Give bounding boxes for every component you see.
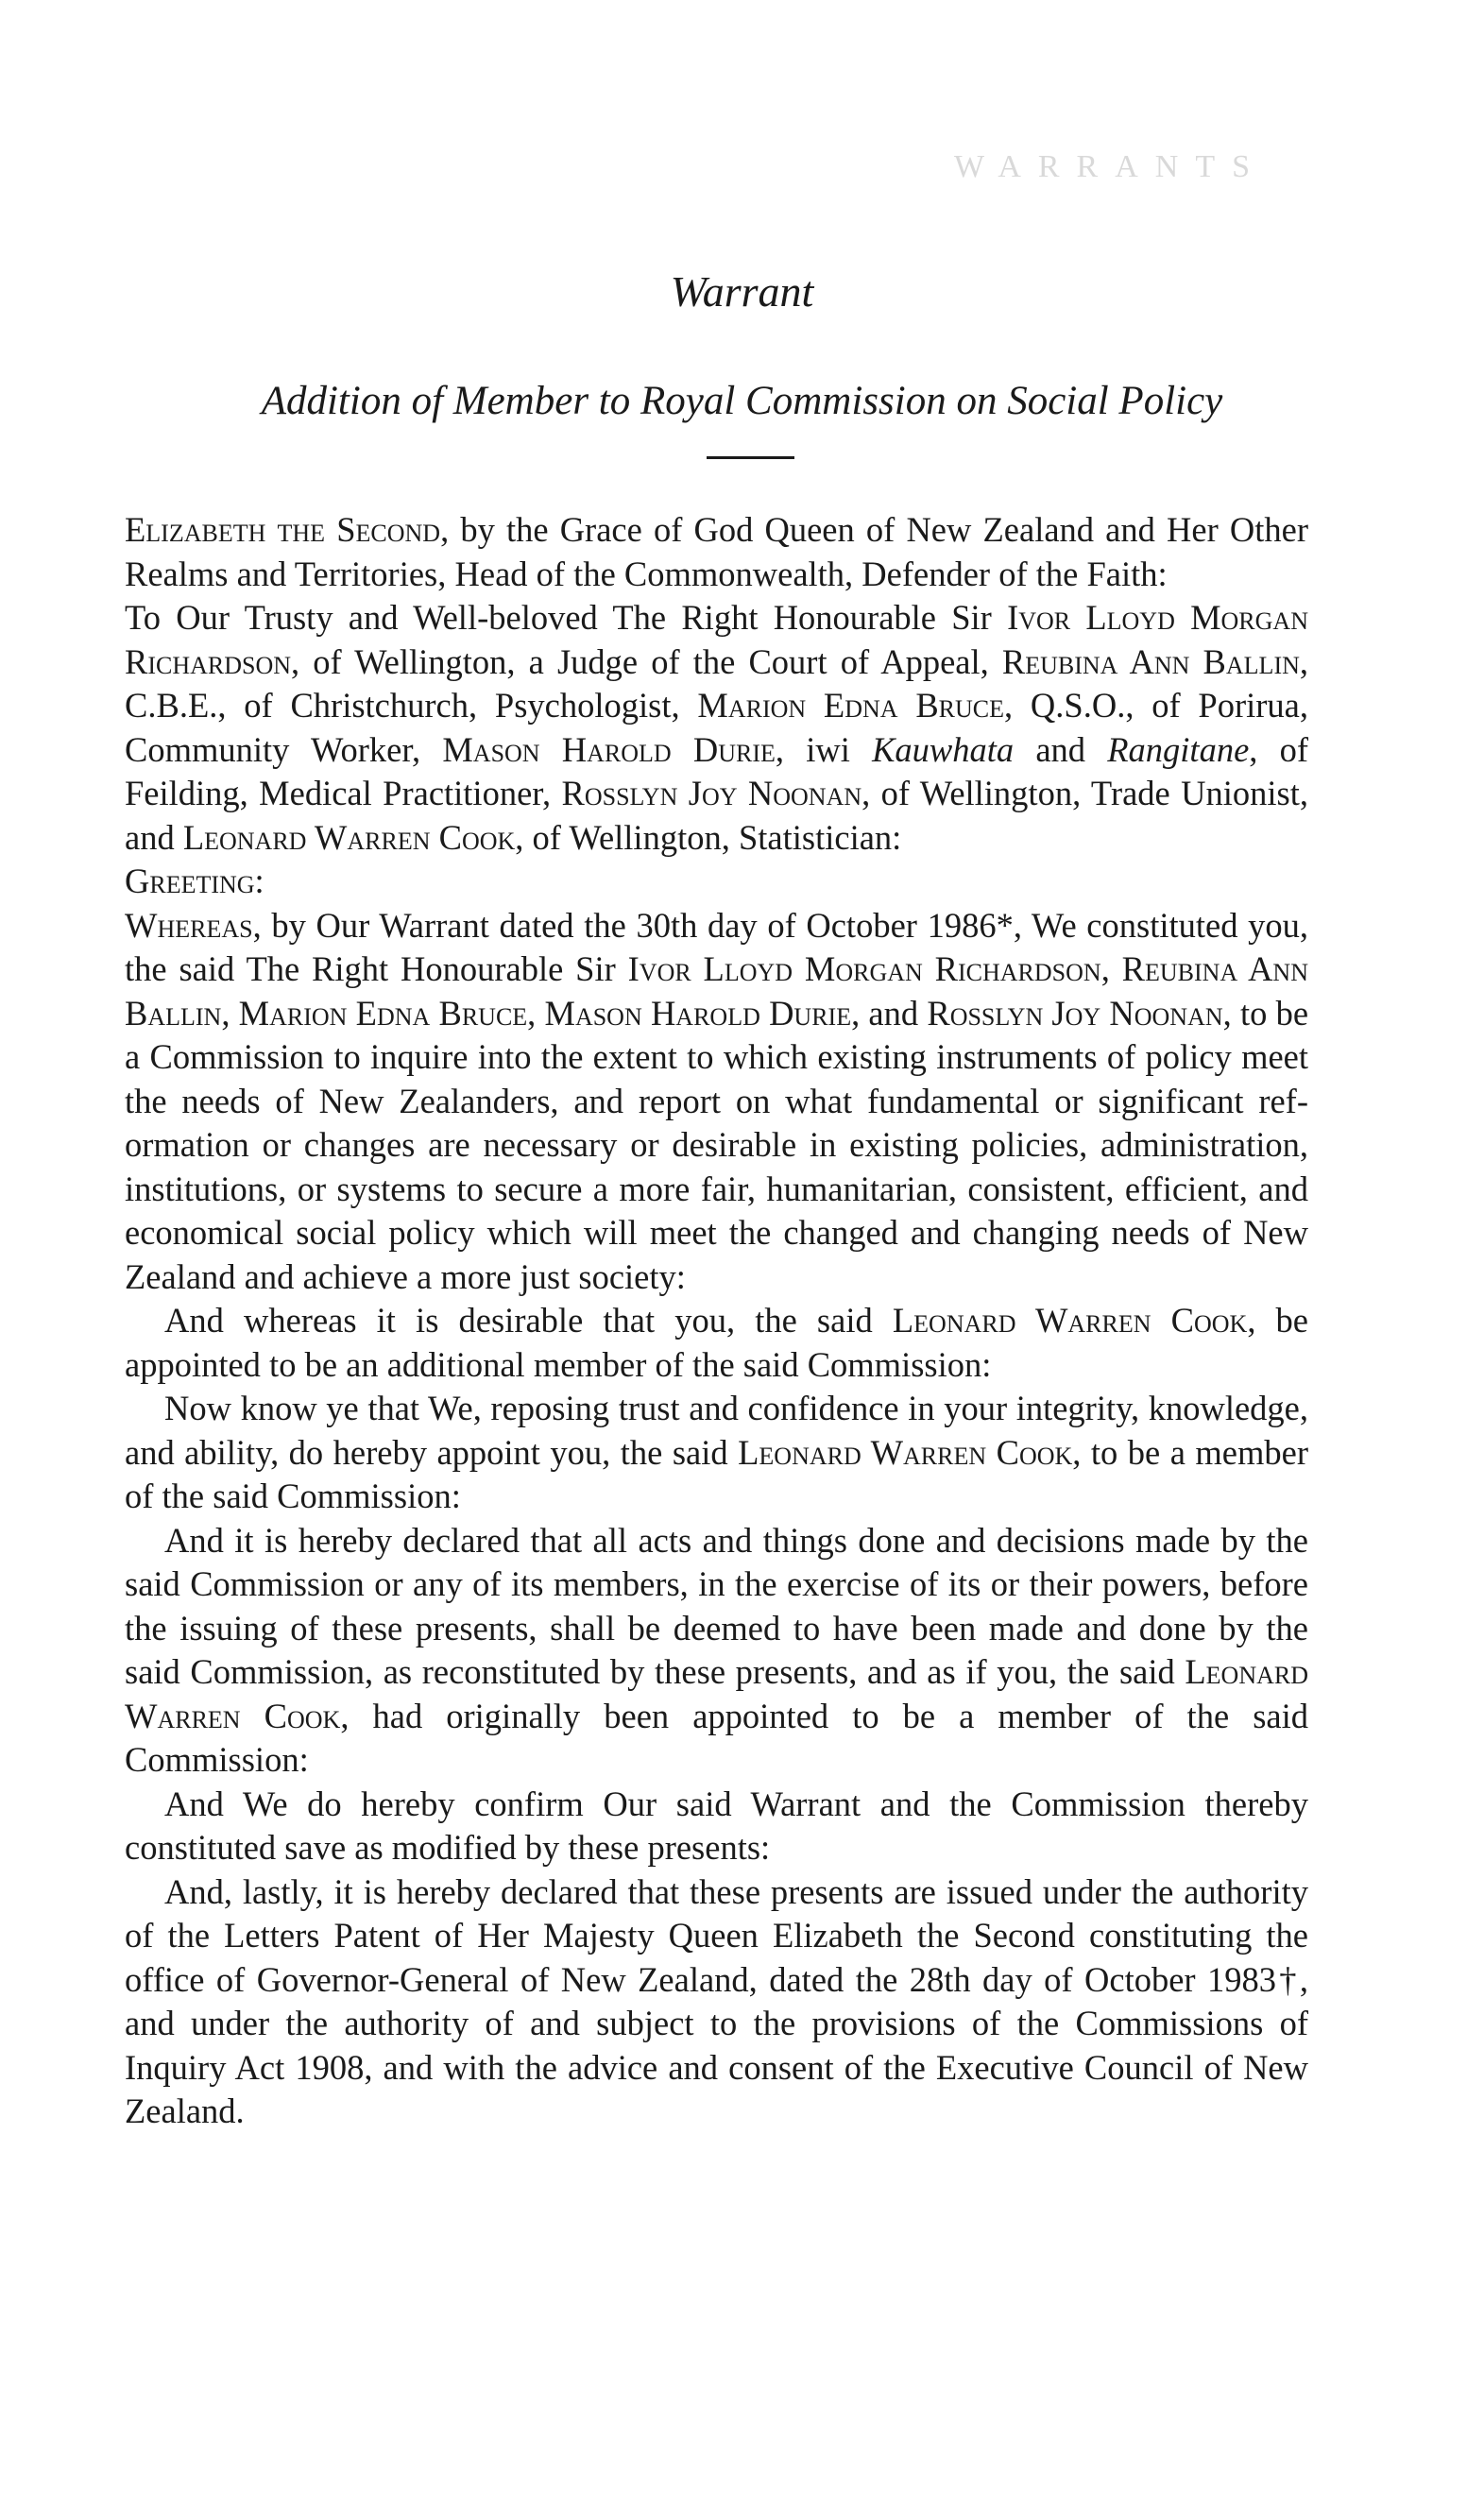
text-run: , to be a Commission to inquire into the extent to which existing instruments of policy meet the needs of New Zealanders, and report on what fundamental or significant reformation or changes are necessary or desirable in existing policies, administration, institutions, or systems to secure a more fair, humanitarian, consistent, efficient, and economical social policy which will meet the changed and changing needs of New Zealand and achieve a more just society: [125, 993, 1309, 1296]
authority-paragraph [125, 1870, 1308, 2134]
running-head: WARRANTS [954, 149, 1268, 184]
text-run: , of Wellington, Statistician: [515, 817, 902, 857]
additional-member-paragraph [125, 1299, 1308, 1387]
person-name: Leonard Warren Cook [738, 1432, 1073, 1472]
document-title: Warrant [670, 267, 814, 316]
text-run: , C.B.E., of Christchurch, Psychologist, [125, 641, 1309, 725]
confirmation-paragraph [125, 1783, 1308, 1870]
greeting: Greeting: [125, 862, 264, 900]
person-name: Mason Harold Durie [442, 729, 776, 769]
preamble-text: , by the Grace of God Queen of New Zealand and Her Other Realms and Territories, Head of the Commonwealth, Defender of the Faith: [125, 510, 1308, 593]
person-name: Ivor Lloyd Morgan Richardson, Reubina Ann Ballin, Marion Edna Bruce, Mason Harold Durie [125, 949, 1308, 1033]
text-run: , to be a member of the said Commission: [125, 1432, 1308, 1515]
person-name: Ivor Lloyd Morgan Richardson [125, 598, 1308, 681]
text-run: Now know ye that We, reposing trust and confidence in your integrity, knowledge, and ability, do hereby appoint you, the said [125, 1389, 1308, 1472]
text-run: And it is hereby declared that all acts and things done and decisions made by the said Commission or any of its members, in the exercise of its or their powers, before the issuing of these presents, shall be deemed to have been made and done by the said Commission, as reconstituted by these presents, and as if you, the said [125, 1520, 1308, 1691]
person-name: Rosslyn Joy Noonan [927, 993, 1223, 1033]
text-run: , had originally been appointed to be a member of the said Commission: [125, 1696, 1308, 1779]
appointment-paragraph [125, 1387, 1308, 1519]
text-run: And whereas it is desirable that you, the said [164, 1301, 893, 1340]
text-run: And, lastly, it is hereby declared that these presents are issued under the authority of the Letters Patent of Her Majesty Queen Elizabeth the Second constituting the office of Governor-General of New Zealand, dated the 28th day of October 1983†, and under the authority of and subject to the provisions of the Commissions of Inquiry Act 1908, and with the advice and consent of the Executive Council of New Zealand. [125, 1871, 1308, 2130]
person-name: Rosslyn Joy Noonan [561, 774, 862, 812]
whereas-paragraph [125, 904, 1308, 1300]
text-run: , by Our Warrant dated the 30th day of October 1986*, We constituted you, the said The Right Honourable Sir [125, 905, 1308, 988]
validation-paragraph [125, 1519, 1308, 1783]
text-run: , iwi [775, 729, 873, 769]
text-run: , Q.S.O., of Porirua, Community Worker, [125, 686, 1308, 769]
preamble-paragraph [125, 508, 1308, 596]
person-name: Marion Edna Bruce [697, 686, 1005, 725]
person-name: Leonard Warren Cook [125, 1652, 1308, 1735]
address-paragraph [125, 596, 1308, 860]
iwi-name: Rangitane [1107, 729, 1250, 769]
sovereign-name: Elizabeth the Second [125, 510, 441, 549]
text-run: To Our Trusty and Well-beloved The Right Honourable Sir [125, 598, 1008, 637]
text-run: and [1014, 729, 1108, 769]
iwi-name: Kauwhata [872, 729, 1015, 769]
text-run: And We do hereby confirm Our said Warrant and the Commission thereby constituted save as modified by these presents: [125, 1784, 1308, 1867]
warrant-body [125, 508, 1308, 2134]
text-run: , of Wellington, a Judge of the Court of Appeal, [291, 641, 1002, 681]
person-name: Leonard Warren Cook [182, 817, 516, 857]
person-name: Whereas [125, 905, 253, 945]
text-run: , be appointed to be an additional member of the said Commission: [125, 1301, 1309, 1384]
text-run: , of Wellington, Trade Unionist, and [125, 774, 1308, 857]
text-run: , of Feilding, Medical Practitioner, [125, 729, 1309, 812]
person-name: Reubina Ann Ballin [1001, 641, 1300, 681]
text-run: , and [851, 993, 928, 1033]
document-subtitle: Addition of Member to Royal Commission on Social Policy [261, 379, 1223, 423]
person-name: Leonard Warren Cook [892, 1301, 1248, 1340]
title-divider [707, 456, 794, 459]
